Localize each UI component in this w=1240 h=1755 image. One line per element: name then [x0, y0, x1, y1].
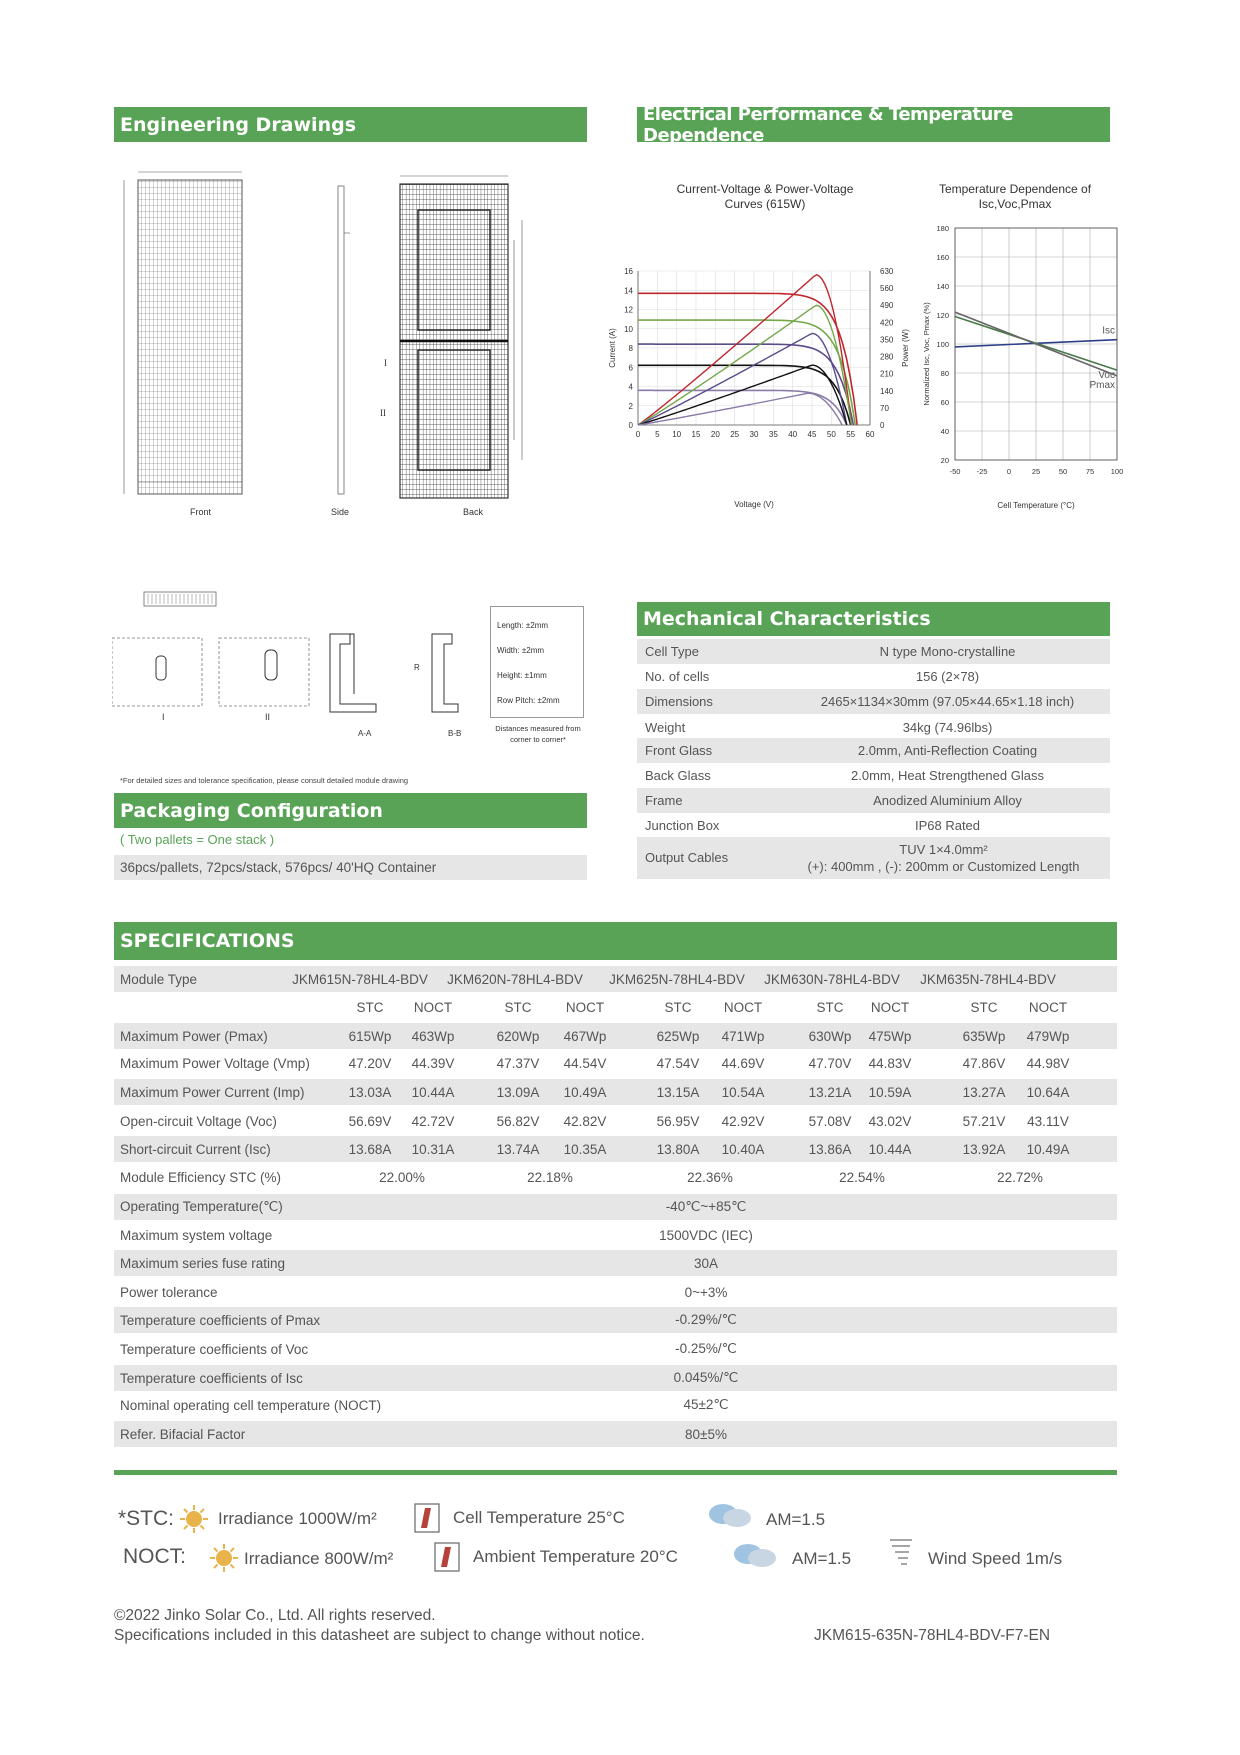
stc-value: 615Wp — [348, 1028, 392, 1044]
spec-row — [114, 1023, 1117, 1049]
spec-value: 0.045%/℃ — [673, 1370, 739, 1385]
model-name: JKM625N-78HL4-BDV — [609, 971, 745, 987]
spec-label: Operating Temperature(℃) — [120, 1199, 283, 1214]
x-tick-label: 5 — [655, 430, 660, 439]
mech-row — [637, 788, 1110, 813]
spec-value: 30A — [693, 1255, 719, 1271]
stc-value: 625Wp — [656, 1028, 700, 1044]
module-drawings — [114, 170, 574, 525]
y2-tick-label: 140 — [880, 386, 894, 396]
y-tick-label: 12 — [624, 305, 633, 315]
efficiency-value: 22.00% — [379, 1169, 425, 1185]
noct-value: 10.40A — [721, 1141, 765, 1157]
mech-row-label: Frame — [645, 793, 683, 808]
mechanical-title-bar — [637, 602, 1110, 636]
stc-value: 13.21A — [808, 1084, 852, 1100]
mech-row — [637, 763, 1110, 788]
stc-header: STC — [664, 999, 692, 1015]
noct-label: NOCT: — [123, 1545, 186, 1568]
y2-axis-label: Power (W) — [901, 329, 910, 367]
efficiency-value: 22.54% — [839, 1169, 885, 1185]
mech-row-value: 156 (2×78) — [915, 669, 980, 684]
spec-label: Temperature coefficients of Voc — [120, 1341, 309, 1357]
tolerance-width: Width: ±2mm — [497, 646, 545, 655]
x-tick-label: 30 — [749, 430, 759, 439]
noct-value: 475Wp — [868, 1028, 912, 1044]
packaging-detail-row — [114, 855, 587, 880]
packaging-subtitle: ( Two pallets = One stack ) — [120, 832, 275, 847]
noct-value: 10.54A — [721, 1084, 765, 1100]
electrical-title: Electrical Performance & Temperature Dependence — [643, 103, 1013, 146]
tolerance-height: Height: ±1mm — [497, 671, 547, 680]
spec-label: Refer. Bifacial Factor — [120, 1426, 246, 1442]
spec-row — [114, 1279, 1117, 1305]
noct-value: 43.11V — [1027, 1113, 1069, 1129]
spec-row — [114, 1079, 1117, 1105]
y-tick-label: 100 — [936, 340, 949, 349]
stc-header: STC — [356, 999, 384, 1015]
x-tick-label: 50 — [826, 430, 836, 439]
spec-label: Module Efficiency STC (%) — [120, 1169, 282, 1185]
y-tick-label: 120 — [936, 311, 949, 320]
noct-value: 44.98V — [1026, 1055, 1070, 1071]
y2-tick-label: 0 — [880, 421, 885, 430]
x-tick-label: 60 — [865, 430, 875, 439]
x-tick-label: 50 — [1058, 467, 1068, 476]
stc-value: 56.69V — [348, 1113, 392, 1129]
stc-value: 47.37V — [496, 1055, 540, 1071]
x-tick-label: 0 — [1006, 467, 1012, 476]
noct-header: NOCT — [1028, 999, 1068, 1015]
stc-value: 57.21V — [962, 1113, 1006, 1129]
noct-value: 467Wp — [563, 1028, 607, 1044]
x-tick-label: 35 — [768, 430, 778, 439]
efficiency-value: 22.18% — [527, 1169, 573, 1185]
thermometer-icon — [433, 1541, 463, 1573]
temp-chart-title: Temperature Dependence of Isc,Voc,Pmax — [938, 182, 1092, 211]
y-tick-label: 6 — [628, 363, 633, 373]
y-tick-label: 10 — [624, 324, 633, 334]
noct-value: 44.83V — [868, 1055, 912, 1071]
mech-row — [637, 715, 1110, 740]
pv-curve — [638, 333, 847, 425]
spec-row-condition-header — [114, 994, 1117, 1020]
stc-value: 620Wp — [496, 1028, 540, 1044]
spec-label: Maximum Power Current (Imp) — [120, 1084, 305, 1100]
y2-tick-label: 490 — [880, 301, 894, 311]
noct-value: 479Wp — [1026, 1028, 1070, 1044]
spec-label: Power tolerance — [120, 1284, 218, 1300]
x-tick-label: 25 — [730, 430, 740, 439]
spec-label: Maximum system voltage — [120, 1227, 273, 1243]
y-axis-label: Current (A) — [608, 328, 617, 368]
efficiency-value: 22.72% — [997, 1169, 1043, 1185]
side-caption: Side — [331, 507, 350, 517]
x-tick-label: 15 — [691, 430, 701, 439]
noct-value: 42.82V — [563, 1113, 607, 1129]
noct-am: AM=1.5 — [792, 1549, 852, 1568]
x-tick-label: 75 — [1085, 467, 1095, 476]
spec-row — [114, 1222, 1117, 1248]
mech-row — [637, 664, 1110, 689]
stc-value: 13.03A — [348, 1084, 392, 1100]
noct-header: NOCT — [565, 999, 605, 1015]
x-tick-label: 20 — [710, 430, 720, 439]
iv-chart — [600, 255, 910, 515]
series-label: Pmax — [1089, 379, 1115, 391]
y-tick-label: 40 — [940, 427, 949, 436]
packaging-title-bar — [114, 793, 587, 828]
noct-ambient-temp: Ambient Temperature 20°C — [473, 1547, 678, 1566]
iv-chart-title: Current-Voltage & Power-Voltage Curves (615W) — [676, 182, 854, 211]
y-tick-label: 180 — [936, 224, 949, 233]
spec-label: Maximum series fuse rating — [120, 1255, 286, 1271]
stc-label: *STC: — [118, 1507, 175, 1530]
mech-row-label: Dimensions — [645, 694, 713, 709]
noct-value: 10.64A — [1026, 1084, 1070, 1100]
y-tick-label: 160 — [936, 253, 949, 262]
spec-row — [114, 1108, 1117, 1134]
noct-value: 42.72V — [411, 1113, 455, 1129]
x-tick-label: 100 — [1110, 467, 1124, 476]
noct-value: 42.92V — [721, 1113, 765, 1129]
specs-title-bar — [114, 922, 1117, 960]
mech-row — [637, 639, 1110, 664]
change-notice: Specifications included in this datasheet are subject to change without notice. — [114, 1627, 645, 1644]
efficiency-value: 22.36% — [687, 1169, 733, 1185]
spec-value: -0.29%/℃ — [675, 1312, 737, 1327]
stc-value: 57.08V — [808, 1113, 852, 1129]
stc-value: 13.09A — [496, 1084, 540, 1100]
y2-tick-label: 210 — [880, 369, 894, 379]
x-tick-label: 45 — [807, 430, 817, 439]
model-name: JKM630N-78HL4-BDV — [764, 971, 900, 987]
y-tick-label: 140 — [936, 282, 949, 291]
electrical-title-bar — [637, 103, 1110, 146]
spec-value: -40℃~+85℃ — [665, 1199, 747, 1214]
y-axis-label: Normalized Isc, Voc, Pmax (%) — [922, 302, 931, 406]
stc-header: STC — [970, 999, 998, 1015]
y-tick-label: 4 — [628, 382, 633, 392]
engineering-title-bar — [114, 107, 587, 142]
svg-text:I: I — [162, 712, 165, 722]
mech-row-value: 2.0mm, Heat Strengthened Glass — [851, 768, 1044, 783]
datasheet-code: JKM615-635N-78HL4-BDV-F7-EN — [814, 1627, 1051, 1644]
y2-tick-label: 560 — [880, 284, 894, 294]
noct-value: 10.44A — [868, 1141, 912, 1157]
y-tick-label: 2 — [628, 401, 633, 411]
series-label: Voc — [1098, 370, 1115, 382]
back-view — [380, 176, 522, 498]
stc-irradiance: Irradiance 1000W/m² — [218, 1509, 377, 1528]
spec-row — [114, 1050, 1117, 1076]
spec-value: 45±2℃ — [683, 1397, 729, 1412]
noct-value: 10.31A — [411, 1141, 455, 1157]
spec-label: Nominal operating cell temperature (NOCT) — [120, 1397, 382, 1413]
mech-row-label: Back Glass — [645, 768, 711, 783]
mech-row-value: 2465×1134×30mm (97.05×44.65×1.18 inch) — [820, 694, 1075, 709]
mechanical-title: Mechanical Characteristics — [643, 608, 931, 630]
y-tick-label: 16 — [624, 267, 633, 276]
mech-row-label: Junction Box — [645, 818, 720, 833]
engineering-title: Engineering Drawings — [120, 113, 357, 136]
cloud-icon — [730, 1540, 780, 1570]
spec-row — [114, 1307, 1117, 1333]
stc-value: 47.86V — [962, 1055, 1006, 1071]
packaging-detail: 36pcs/pallets, 72pcs/stack, 576pcs/ 40'HQ Container — [120, 860, 437, 875]
tolerance-box — [490, 606, 584, 718]
specs-title: SPECIFICATIONS — [120, 930, 295, 952]
noct-value: 43.02V — [868, 1113, 912, 1129]
svg-text:R: R — [414, 663, 420, 672]
stc-value: 13.92A — [962, 1141, 1006, 1157]
stc-value: 630Wp — [808, 1028, 852, 1044]
mech-row-label: No. of cells — [645, 669, 710, 684]
stc-value: 13.86A — [808, 1141, 852, 1157]
y-tick-label: 80 — [940, 369, 949, 378]
mech-row-value: IP68 Rated — [914, 818, 981, 833]
y2-tick-label: 280 — [880, 352, 894, 362]
noct-value: 10.44A — [411, 1084, 455, 1100]
y2-tick-label: 350 — [880, 335, 894, 345]
noct-value: 471Wp — [721, 1028, 765, 1044]
side-view — [338, 186, 350, 494]
model-name: JKM635N-78HL4-BDV — [920, 971, 1056, 987]
noct-header: NOCT — [413, 999, 453, 1015]
tolerance-note: Distances measured from corner to corner* — [495, 724, 581, 744]
tolerance-length: Length: ±2mm — [497, 621, 549, 630]
spec-row — [114, 1336, 1117, 1362]
noct-header: NOCT — [870, 999, 910, 1015]
output-cables-label: Output Cables — [645, 850, 729, 865]
stc-value: 56.82V — [496, 1113, 540, 1129]
stc-value: 635Wp — [962, 1028, 1006, 1044]
pv-curve — [638, 393, 842, 425]
noct-value: 10.35A — [563, 1141, 607, 1157]
spec-row-efficiency — [114, 1164, 1117, 1190]
front-caption: Front — [190, 507, 212, 517]
stc-value: 13.80A — [656, 1141, 700, 1157]
y-tick-label: 20 — [940, 456, 949, 465]
stc-value: 13.74A — [496, 1141, 540, 1157]
x-tick-label: 40 — [788, 430, 798, 439]
mech-row-label: Cell Type — [645, 644, 699, 659]
y-tick-label: 14 — [624, 286, 633, 296]
svg-text:II: II — [380, 408, 386, 418]
mech-row-label: Weight — [645, 720, 686, 735]
x-axis-label: Voltage (V) — [734, 500, 774, 509]
spec-label: Temperature coefficients of Pmax — [120, 1312, 321, 1328]
mech-row-label: Front Glass — [645, 743, 713, 758]
mech-row-value: 2.0mm, Anti-Reflection Coating — [857, 743, 1038, 758]
stc-cell-temp: Cell Temperature 25°C — [453, 1508, 625, 1527]
noct-value: 44.69V — [721, 1055, 765, 1071]
y-tick-label: 8 — [628, 344, 633, 353]
x-tick-label: 55 — [846, 430, 856, 439]
spec-row — [114, 1250, 1117, 1276]
x-tick-label: 10 — [672, 430, 682, 439]
mech-row — [637, 738, 1110, 763]
spec-value: 80±5% — [685, 1426, 727, 1442]
specs-bottom-rule — [114, 1470, 1117, 1475]
stc-header: STC — [816, 999, 844, 1015]
x-tick-label: -50 — [949, 467, 961, 476]
stc-header: STC — [504, 999, 532, 1015]
model-name: JKM620N-78HL4-BDV — [447, 971, 583, 987]
noct-irradiance: Irradiance 800W/m² — [244, 1549, 394, 1568]
stc-value: 47.70V — [808, 1055, 852, 1071]
spec-label: Maximum Power (Pmax) — [120, 1028, 268, 1044]
spec-row — [114, 1365, 1117, 1391]
y2-tick-label: 70 — [880, 403, 889, 413]
packaging-title: Packaging Configuration — [120, 799, 383, 822]
x-tick-label: -25 — [976, 467, 988, 476]
mech-row-output-cables — [637, 837, 1110, 879]
spec-row-module-type — [114, 966, 1117, 992]
spec-label: Open-circuit Voltage (Voc) — [120, 1113, 277, 1129]
noct-value: 10.59A — [868, 1084, 912, 1100]
noct-value: 44.39V — [411, 1055, 455, 1071]
drawing-footnote: *For detailed sizes and tolerance specification, please consult detailed module drawing — [120, 776, 409, 785]
x-tick-label: 25 — [1031, 467, 1041, 476]
mech-row-value: Anodized Aluminium Alloy — [873, 793, 1022, 808]
stc-am: AM=1.5 — [766, 1510, 826, 1529]
wind-icon — [888, 1536, 916, 1570]
spec-row — [114, 1392, 1117, 1418]
iv-curve — [638, 344, 853, 425]
stc-value: 47.54V — [656, 1055, 700, 1071]
mech-row — [637, 689, 1110, 714]
noct-value: 463Wp — [411, 1028, 455, 1044]
sun-icon — [178, 1503, 210, 1535]
y2-tick-label: 420 — [880, 318, 894, 328]
spec-row — [114, 1136, 1117, 1162]
mech-row-value: 34kg (74.96lbs) — [902, 720, 993, 735]
y-tick-label: 0 — [628, 421, 633, 430]
y2-tick-label: 630 — [880, 267, 894, 276]
spec-value: 0~+3% — [684, 1284, 728, 1300]
svg-text:A-A: A-A — [358, 729, 372, 738]
noct-wind-speed: Wind Speed 1m/s — [928, 1549, 1063, 1568]
tolerance-row-pitch: Row Pitch: ±2mm — [497, 696, 560, 705]
noct-header: NOCT — [723, 999, 763, 1015]
temp-chart — [915, 220, 1125, 515]
noct-value: 10.49A — [1026, 1141, 1070, 1157]
svg-text:I: I — [384, 358, 387, 368]
front-view — [124, 172, 242, 494]
mech-row — [637, 813, 1110, 838]
output-cables-value: TUV 1×4.0mm² (+): 400mm , (-): 200mm or Customized Length — [807, 842, 1080, 874]
spec-label: Maximum Power Voltage (Vmp) — [120, 1055, 310, 1071]
spec-row — [114, 1421, 1117, 1447]
spec-value: 1500VDC (IEC) — [659, 1227, 753, 1243]
stc-value: 56.95V — [656, 1113, 700, 1129]
svg-text:B-B: B-B — [448, 729, 462, 738]
x-axis-label: Cell Temperature (°C) — [997, 501, 1075, 510]
sun-icon — [208, 1542, 240, 1574]
model-name: JKM615N-78HL4-BDV — [292, 971, 428, 987]
noct-value: 10.49A — [563, 1084, 607, 1100]
svg-text:II: II — [265, 712, 271, 722]
stc-value: 13.27A — [962, 1084, 1006, 1100]
back-caption: Back — [463, 507, 484, 517]
spec-value: -0.25%/℃ — [675, 1341, 737, 1356]
y-tick-label: 60 — [940, 398, 949, 407]
mech-row-value: N type Mono-crystalline — [879, 644, 1016, 659]
spec-row — [114, 1194, 1117, 1220]
stc-value: 13.68A — [348, 1141, 392, 1157]
pv-curve — [638, 275, 851, 425]
cloud-icon — [705, 1500, 755, 1530]
detail-drawings — [112, 590, 472, 740]
series-label: Isc — [1102, 325, 1115, 337]
spec-label: Short-circuit Current (Isc) — [120, 1141, 271, 1157]
x-tick-label: 0 — [635, 430, 641, 439]
thermometer-icon — [413, 1502, 443, 1534]
noct-value: 44.54V — [563, 1055, 607, 1071]
spec-label: Temperature coefficients of Isc — [120, 1370, 303, 1386]
spec-label: Module Type — [120, 971, 198, 987]
stc-value: 47.20V — [348, 1055, 392, 1071]
stc-value: 13.15A — [656, 1084, 700, 1100]
copyright: ©2022 Jinko Solar Co., Ltd. All rights reserved. — [114, 1607, 436, 1624]
